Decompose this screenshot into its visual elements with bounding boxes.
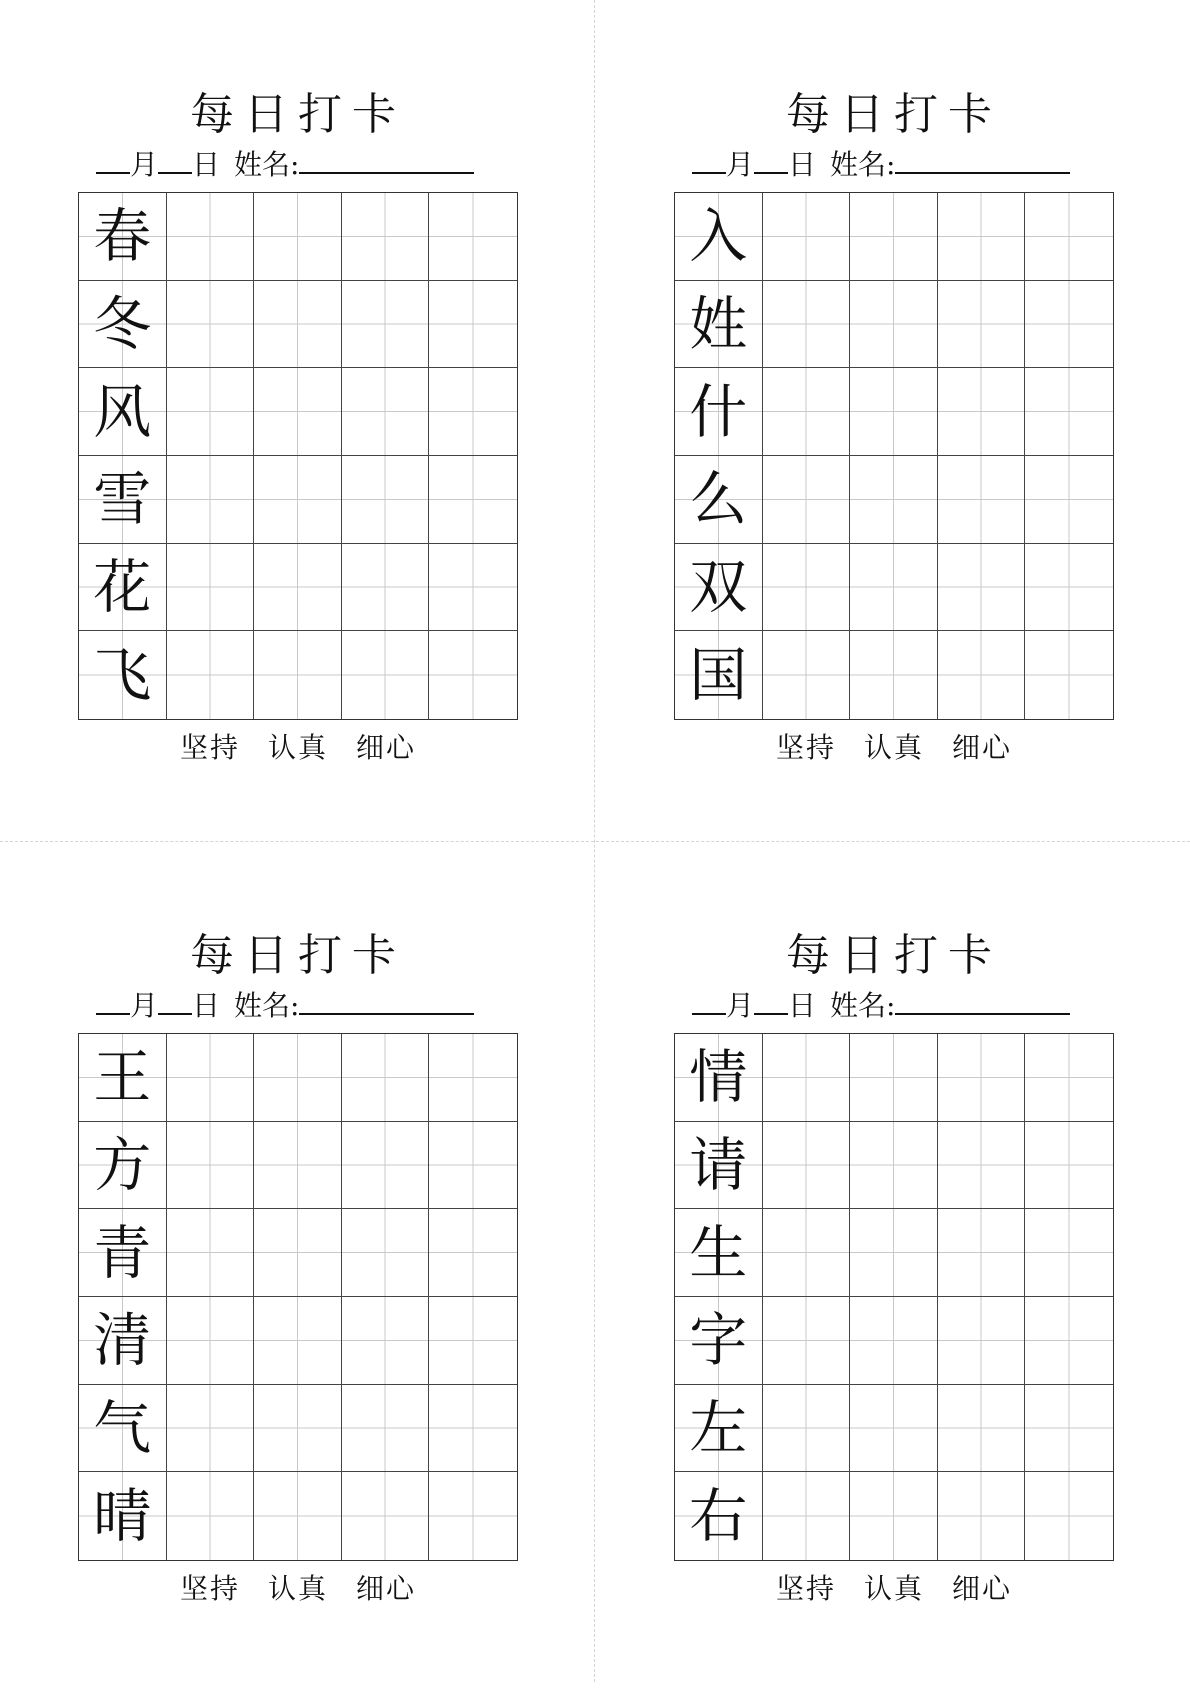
practice-cell[interactable] <box>763 544 851 632</box>
practice-cell[interactable] <box>1025 631 1113 719</box>
practice-grid <box>674 1033 1114 1561</box>
name-label: 姓名: <box>234 989 300 1022</box>
practice-cell[interactable] <box>167 1209 255 1297</box>
practice-grid <box>78 192 518 720</box>
month-blank[interactable] <box>96 146 130 174</box>
model-character: 春 <box>93 202 152 271</box>
practice-cell[interactable] <box>254 1209 342 1297</box>
date-name-line <box>96 146 536 183</box>
practice-cell[interactable] <box>342 1209 430 1297</box>
model-character: 雪 <box>93 465 152 534</box>
practice-cell[interactable] <box>342 1034 430 1122</box>
model-character-cell <box>79 193 167 281</box>
practice-cell[interactable] <box>938 544 1026 632</box>
worksheet-card <box>654 931 1134 1691</box>
practice-cell[interactable] <box>1025 281 1113 369</box>
model-character-cell <box>79 1385 167 1473</box>
name-blank[interactable] <box>895 987 1070 1015</box>
practice-cell[interactable] <box>342 368 430 456</box>
practice-cell[interactable] <box>763 456 851 544</box>
practice-cell[interactable] <box>938 281 1026 369</box>
practice-cell[interactable] <box>254 1472 342 1560</box>
date-name-line <box>692 987 1132 1024</box>
practice-cell[interactable] <box>254 1385 342 1473</box>
motto-serious: 认真 <box>267 731 328 764</box>
model-character-cell <box>675 1297 763 1385</box>
model-character-cell <box>675 544 763 632</box>
model-character: 生 <box>689 1218 748 1287</box>
model-character: 什 <box>689 377 748 446</box>
motto-persist: 坚持 <box>775 731 836 764</box>
month-blank[interactable] <box>692 146 726 174</box>
model-character-cell <box>79 281 167 369</box>
motto-line <box>654 1571 1134 1607</box>
practice-cell[interactable] <box>167 1472 255 1560</box>
practice-cell[interactable] <box>850 193 938 281</box>
practice-cell[interactable] <box>254 281 342 369</box>
practice-cell[interactable] <box>254 544 342 632</box>
model-character-cell <box>79 1297 167 1385</box>
practice-cell[interactable] <box>429 1385 517 1473</box>
practice-cell[interactable] <box>167 1034 255 1122</box>
day-label: 日 <box>788 148 817 181</box>
practice-cell[interactable] <box>850 1034 938 1122</box>
model-character: 么 <box>689 465 748 534</box>
day-blank[interactable] <box>158 146 192 174</box>
model-character-cell <box>79 544 167 632</box>
model-character-cell <box>675 631 763 719</box>
motto-careful: 细心 <box>356 731 417 764</box>
practice-cell[interactable] <box>850 1297 938 1385</box>
name-label: 姓名: <box>234 148 300 181</box>
practice-cell[interactable] <box>1025 456 1113 544</box>
model-character: 冬 <box>93 289 152 358</box>
practice-cell[interactable] <box>1025 1472 1113 1560</box>
practice-cell[interactable] <box>429 631 517 719</box>
name-label: 姓名: <box>830 989 896 1022</box>
worksheet-title: 每日打卡 <box>190 930 406 981</box>
month-label: 月 <box>726 148 755 181</box>
practice-cell[interactable] <box>254 368 342 456</box>
motto-serious: 认真 <box>267 1572 328 1605</box>
month-label: 月 <box>130 989 159 1022</box>
worksheet-card <box>58 90 538 850</box>
model-character-cell <box>79 1034 167 1122</box>
practice-cell[interactable] <box>254 1122 342 1210</box>
practice-cell[interactable] <box>850 1122 938 1210</box>
model-character-cell <box>675 368 763 456</box>
practice-cell[interactable] <box>429 1034 517 1122</box>
name-blank[interactable] <box>299 146 474 174</box>
model-character: 入 <box>689 202 748 271</box>
practice-cell[interactable] <box>763 193 851 281</box>
day-label: 日 <box>788 989 817 1022</box>
model-character: 青 <box>93 1218 152 1287</box>
practice-cell[interactable] <box>167 368 255 456</box>
model-character: 情 <box>689 1043 748 1112</box>
practice-cell[interactable] <box>254 1034 342 1122</box>
model-character: 双 <box>689 552 748 621</box>
day-blank[interactable] <box>754 987 788 1015</box>
practice-cell[interactable] <box>429 1209 517 1297</box>
month-blank[interactable] <box>692 987 726 1015</box>
practice-cell[interactable] <box>1025 193 1113 281</box>
model-character: 花 <box>93 552 152 621</box>
practice-cell[interactable] <box>429 1472 517 1560</box>
model-character: 王 <box>93 1043 152 1112</box>
practice-cell[interactable] <box>938 631 1026 719</box>
model-character-cell <box>675 456 763 544</box>
model-character: 晴 <box>93 1482 152 1551</box>
practice-cell[interactable] <box>342 1122 430 1210</box>
model-character-cell <box>79 1122 167 1210</box>
model-character: 气 <box>93 1393 152 1462</box>
worksheet-title: 每日打卡 <box>190 89 406 140</box>
practice-cell[interactable] <box>850 456 938 544</box>
day-blank[interactable] <box>754 146 788 174</box>
worksheet-title: 每日打卡 <box>786 930 1002 981</box>
practice-cell[interactable] <box>763 281 851 369</box>
practice-cell[interactable] <box>254 456 342 544</box>
day-blank[interactable] <box>158 987 192 1015</box>
motto-line <box>58 1571 538 1607</box>
practice-cell[interactable] <box>763 1297 851 1385</box>
motto-persist: 坚持 <box>775 1572 836 1605</box>
model-character-cell <box>675 1034 763 1122</box>
motto-careful: 细心 <box>952 1572 1013 1605</box>
practice-cell[interactable] <box>763 1209 851 1297</box>
month-label: 月 <box>726 989 755 1022</box>
month-blank[interactable] <box>96 987 130 1015</box>
practice-cell[interactable] <box>1025 544 1113 632</box>
practice-cell[interactable] <box>850 281 938 369</box>
practice-cell[interactable] <box>1025 1122 1113 1210</box>
model-character: 国 <box>689 641 748 710</box>
practice-cell[interactable] <box>938 1122 1026 1210</box>
worksheet-card <box>654 90 1134 850</box>
motto-careful: 细心 <box>952 731 1013 764</box>
practice-cell[interactable] <box>254 631 342 719</box>
model-character: 方 <box>93 1130 152 1199</box>
model-character: 姓 <box>689 289 748 358</box>
practice-cell[interactable] <box>167 193 255 281</box>
practice-cell[interactable] <box>938 456 1026 544</box>
name-label: 姓名: <box>830 148 896 181</box>
month-label: 月 <box>130 148 159 181</box>
practice-cell[interactable] <box>342 1472 430 1560</box>
model-character: 左 <box>689 1393 748 1462</box>
day-label: 日 <box>192 989 221 1022</box>
practice-cell[interactable] <box>938 1385 1026 1473</box>
practice-cell[interactable] <box>1025 1209 1113 1297</box>
motto-serious: 认真 <box>863 1572 924 1605</box>
practice-cell[interactable] <box>342 631 430 719</box>
practice-cell[interactable] <box>763 1034 851 1122</box>
practice-cell[interactable] <box>938 1297 1026 1385</box>
practice-cell[interactable] <box>167 456 255 544</box>
model-character-cell <box>675 193 763 281</box>
model-character-cell <box>79 368 167 456</box>
practice-cell[interactable] <box>429 1297 517 1385</box>
name-blank[interactable] <box>895 146 1070 174</box>
model-character: 请 <box>689 1130 748 1199</box>
model-character-cell <box>675 1209 763 1297</box>
practice-cell[interactable] <box>167 1122 255 1210</box>
practice-cell[interactable] <box>850 544 938 632</box>
motto-persist: 坚持 <box>179 731 240 764</box>
practice-cell[interactable] <box>429 193 517 281</box>
practice-cell[interactable] <box>1025 368 1113 456</box>
practice-grid <box>674 192 1114 720</box>
worksheet-title: 每日打卡 <box>786 89 1002 140</box>
practice-cell[interactable] <box>342 281 430 369</box>
model-character: 风 <box>93 377 152 446</box>
motto-line <box>654 730 1134 766</box>
practice-cell[interactable] <box>429 544 517 632</box>
motto-careful: 细心 <box>356 1572 417 1605</box>
practice-cell[interactable] <box>1025 1385 1113 1473</box>
practice-cell[interactable] <box>763 1122 851 1210</box>
practice-cell[interactable] <box>342 193 430 281</box>
practice-cell[interactable] <box>938 1209 1026 1297</box>
motto-serious: 认真 <box>863 731 924 764</box>
practice-cell[interactable] <box>850 1472 938 1560</box>
model-character-cell <box>675 281 763 369</box>
practice-grid <box>78 1033 518 1561</box>
practice-cell[interactable] <box>167 1385 255 1473</box>
practice-cell[interactable] <box>850 368 938 456</box>
practice-cell[interactable] <box>429 1122 517 1210</box>
practice-cell[interactable] <box>167 631 255 719</box>
practice-cell[interactable] <box>254 193 342 281</box>
practice-cell[interactable] <box>938 1472 1026 1560</box>
practice-cell[interactable] <box>429 368 517 456</box>
practice-cell[interactable] <box>938 1034 1026 1122</box>
model-character-cell <box>79 1209 167 1297</box>
practice-cell[interactable] <box>850 1385 938 1473</box>
model-character: 飞 <box>93 641 152 710</box>
motto-line <box>58 730 538 766</box>
practice-cell[interactable] <box>167 281 255 369</box>
motto-persist: 坚持 <box>179 1572 240 1605</box>
practice-cell[interactable] <box>254 1297 342 1385</box>
model-character: 字 <box>689 1306 748 1375</box>
model-character-cell <box>79 1472 167 1560</box>
practice-cell[interactable] <box>1025 1297 1113 1385</box>
practice-cell[interactable] <box>342 544 430 632</box>
practice-cell[interactable] <box>342 1297 430 1385</box>
model-character-cell <box>79 456 167 544</box>
model-character-cell <box>675 1122 763 1210</box>
practice-cell[interactable] <box>167 544 255 632</box>
practice-cell[interactable] <box>763 1385 851 1473</box>
worksheet-card <box>58 931 538 1691</box>
practice-cell[interactable] <box>938 193 1026 281</box>
date-name-line <box>692 146 1132 183</box>
practice-cell[interactable] <box>1025 1034 1113 1122</box>
practice-cell[interactable] <box>429 281 517 369</box>
practice-cell[interactable] <box>429 456 517 544</box>
practice-cell[interactable] <box>342 1385 430 1473</box>
date-name-line <box>96 987 536 1024</box>
practice-cell[interactable] <box>763 631 851 719</box>
practice-cell[interactable] <box>763 1472 851 1560</box>
name-blank[interactable] <box>299 987 474 1015</box>
practice-cell[interactable] <box>342 456 430 544</box>
practice-cell[interactable] <box>850 1209 938 1297</box>
practice-cell[interactable] <box>167 1297 255 1385</box>
model-character-cell <box>675 1472 763 1560</box>
practice-cell[interactable] <box>938 368 1026 456</box>
day-label: 日 <box>192 148 221 181</box>
model-character-cell <box>79 631 167 719</box>
practice-cell[interactable] <box>763 368 851 456</box>
model-character: 右 <box>689 1482 748 1551</box>
model-character-cell <box>675 1385 763 1473</box>
model-character: 清 <box>93 1306 152 1375</box>
practice-cell[interactable] <box>850 631 938 719</box>
